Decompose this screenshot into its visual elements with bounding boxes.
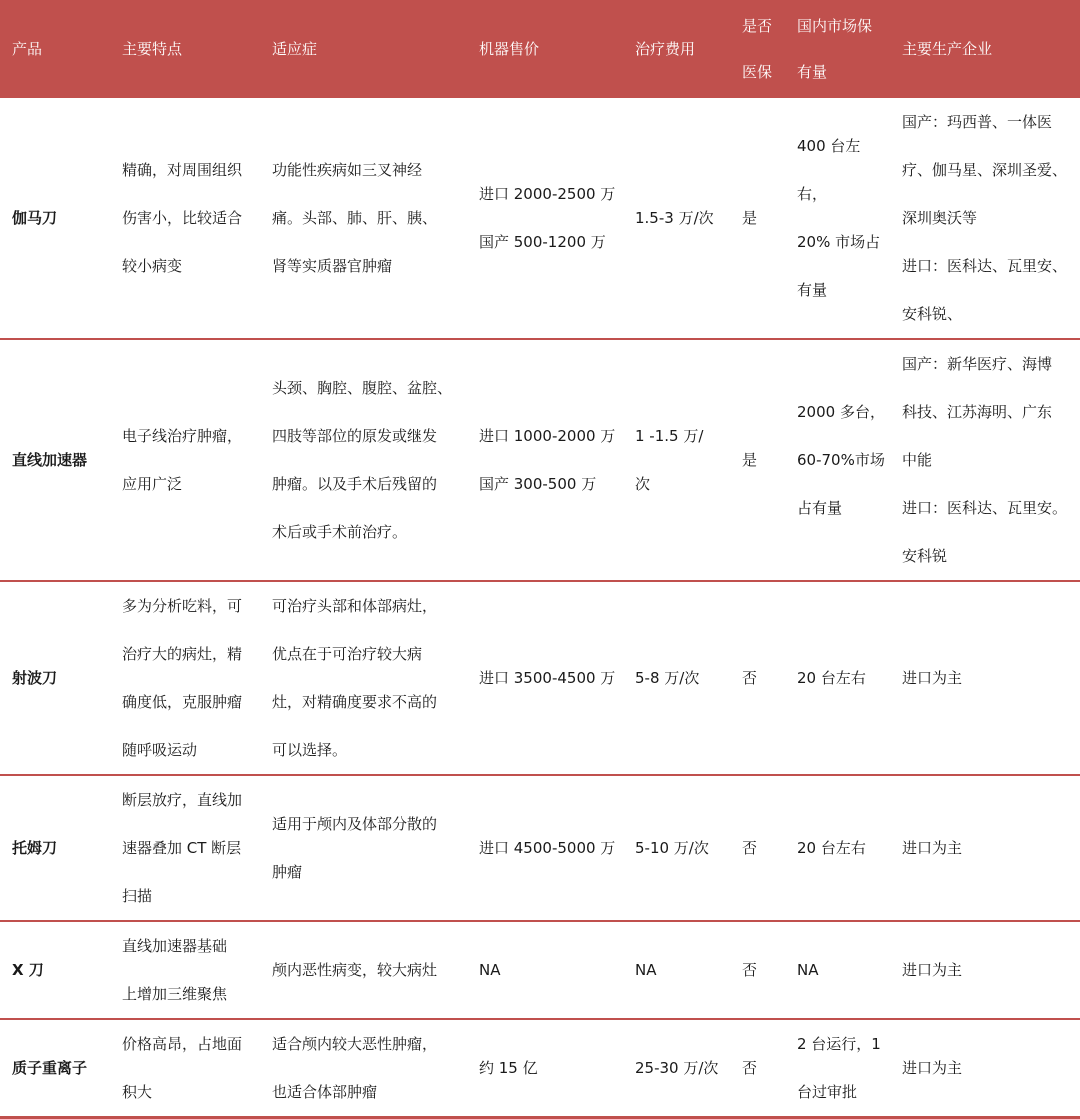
cell-text: 否 <box>742 839 758 857</box>
indications-cell <box>262 1019 469 1118</box>
cell-text-line: 5-10 万/次 <box>635 839 709 857</box>
cell-text-line: 有量 <box>797 281 828 299</box>
cell-text: 托姆刀 <box>12 839 58 857</box>
cell-text-line: 痛。头部、肺、肝、胰、 <box>272 209 438 227</box>
product-cell <box>0 581 112 775</box>
insurance-cell <box>732 581 787 775</box>
features-cell <box>112 98 262 339</box>
cell-text-line: 20% 市场占 <box>797 233 881 251</box>
cell-text-line: 2000 多台， <box>797 403 885 421</box>
cell-text-line: 价格高昂，占地面 <box>122 1035 243 1053</box>
indications-cell <box>262 921 469 1019</box>
cost-cell <box>625 581 732 775</box>
features-cell <box>112 1019 262 1118</box>
cell-text-line: 安科锐、 <box>902 305 963 323</box>
table-row <box>0 1019 1080 1118</box>
cell-text-line: 国产 300-500 万 <box>479 475 597 493</box>
cell-text-line: 中能 <box>902 451 933 469</box>
cell-text-line: 进口：医科达、瓦里安、 <box>902 257 1068 275</box>
cell-text-line: 适合颅内较大恶性肿瘤， <box>272 1035 438 1053</box>
price-cell <box>469 921 625 1019</box>
cell-text-line: 灶，对精确度要求不高的 <box>272 693 438 711</box>
cell-text-line: 肾等实质器官肿瘤 <box>272 257 393 275</box>
header-text: 主要生产企业 <box>902 40 993 58</box>
cell-text-line: 确度低，克服肿瘤 <box>122 693 243 711</box>
price-cell <box>469 581 625 775</box>
cell-text-line: NA <box>479 961 501 979</box>
insurance-cell <box>732 339 787 581</box>
cell-text-line: 进口 1000-2000 万 <box>479 427 616 445</box>
cell-text-line: 可治疗头部和体部病灶， <box>272 597 438 615</box>
cell-text-line: 电子线治疗肿瘤， <box>122 427 243 445</box>
cell-text-line: 5-8 万/次 <box>635 669 700 687</box>
header-text: 产品 <box>12 40 43 58</box>
cell-text-line: 扫描 <box>122 887 153 905</box>
cell-text: 是 <box>742 451 758 469</box>
cell-text-line: 25-30 万/次 <box>635 1059 719 1077</box>
cell-text-line: 较小病变 <box>122 257 183 275</box>
header-text: 是否 <box>742 17 773 35</box>
cell-text-line: 肿瘤 <box>272 863 303 881</box>
cell-text-line: 2 台运行，1 <box>797 1035 881 1053</box>
header-row <box>0 0 1080 98</box>
cell-text-line: NA <box>797 961 819 979</box>
cell-text-line: 头颈、胸腔、腹腔、盆腔、 <box>272 379 453 397</box>
cell-text: 否 <box>742 669 758 687</box>
cell-text-line: 400 台左右， <box>797 137 861 203</box>
cell-text-line: 20 台左右 <box>797 839 866 857</box>
product-cell <box>0 98 112 339</box>
header-text: 国内市场保 <box>797 17 873 35</box>
price-cell <box>469 1019 625 1118</box>
market-cell <box>787 775 892 921</box>
header-indications <box>262 0 469 98</box>
insurance-cell <box>732 921 787 1019</box>
insurance-cell <box>732 1019 787 1118</box>
makers-cell <box>892 98 1080 339</box>
cell-text-line: 深圳奥沃等 <box>902 209 978 227</box>
cell-text-line: 次 <box>635 475 651 493</box>
cell-text: 是 <box>742 209 758 227</box>
cell-text-line: 伤害小，比较适合 <box>122 209 243 227</box>
market-cell <box>787 98 892 339</box>
cell-text-line: 60-70%市场 <box>797 451 885 469</box>
indications-cell <box>262 581 469 775</box>
cell-text-line: 1.5-3 万/次 <box>635 209 714 227</box>
cell-text: 否 <box>742 961 758 979</box>
product-cell <box>0 1019 112 1118</box>
cell-text-line: 颅内恶性病变，较大病灶 <box>272 961 438 979</box>
header-text: 适应症 <box>272 40 318 58</box>
cell-text-line: 进口为主 <box>902 669 963 687</box>
cost-cell <box>625 1019 732 1118</box>
cell-text-line: 进口：医科达、瓦里安。 <box>902 499 1068 517</box>
cell-text-line: 应用广泛 <box>122 475 183 493</box>
cell-text-line: 精确，对周围组织 <box>122 161 243 179</box>
cell-text-line: 疗、伽马星、深圳圣爱、 <box>902 161 1068 179</box>
cell-text-line: 进口 2000-2500 万 <box>479 185 616 203</box>
cell-text-line: NA <box>635 961 657 979</box>
cell-text-line: 上增加三维聚焦 <box>122 985 228 1003</box>
cell-text-line: 直线加速器基础 <box>122 937 228 955</box>
cell-text-line: 安科锐 <box>902 547 948 565</box>
cost-cell <box>625 921 732 1019</box>
table-row <box>0 581 1080 775</box>
cell-text-line: 断层放疗，直线加 <box>122 791 243 809</box>
header-insurance <box>732 0 787 98</box>
cell-text: 射波刀 <box>12 669 58 687</box>
cell-text-line: 进口为主 <box>902 961 963 979</box>
price-cell <box>469 775 625 921</box>
features-cell <box>112 339 262 581</box>
cell-text-line: 1 -1.5 万/ <box>635 427 704 445</box>
header-cost <box>625 0 732 98</box>
product-cell <box>0 339 112 581</box>
cell-text-line: 适用于颅内及体部分散的 <box>272 815 438 833</box>
price-cell <box>469 98 625 339</box>
header-text: 治疗费用 <box>635 40 696 58</box>
indications-cell <box>262 775 469 921</box>
cell-text-line: 台过审批 <box>797 1083 858 1101</box>
cell-text-line: 功能性疾病如三叉神经 <box>272 161 423 179</box>
cell-text: 直线加速器 <box>12 451 88 469</box>
cell-text: 质子重离子 <box>12 1059 88 1077</box>
table-row <box>0 921 1080 1019</box>
cell-text-line: 国产 500-1200 万 <box>479 233 606 251</box>
header-text: 医保 <box>742 63 773 81</box>
product-cell <box>0 921 112 1019</box>
cell-text-line: 术后或手术前治疗。 <box>272 523 408 541</box>
cell-text-line: 20 台左右 <box>797 669 866 687</box>
cell-text: 伽马刀 <box>12 209 58 227</box>
cell-text-line: 四肢等部位的原发或继发 <box>272 427 438 445</box>
insurance-cell <box>732 775 787 921</box>
market-cell <box>787 581 892 775</box>
table-row <box>0 775 1080 921</box>
cell-text-line: 国产：新华医疗、海博 <box>902 355 1053 373</box>
cell-text: X 刀 <box>12 961 44 979</box>
header-product <box>0 0 112 98</box>
header-makers <box>892 0 1080 98</box>
cell-text-line: 科技、江苏海明、广东 <box>902 403 1053 421</box>
cell-text-line: 也适合体部肿瘤 <box>272 1083 378 1101</box>
market-cell <box>787 339 892 581</box>
insurance-cell <box>732 98 787 339</box>
features-cell <box>112 775 262 921</box>
features-cell <box>112 921 262 1019</box>
cost-cell <box>625 98 732 339</box>
cell-text-line: 速器叠加 CT 断层 <box>122 839 242 857</box>
market-cell <box>787 1019 892 1118</box>
cell-text-line: 可以选择。 <box>272 741 348 759</box>
cell-text-line: 占有量 <box>797 499 843 517</box>
cell-text-line: 国产：玛西普、一体医 <box>902 113 1053 131</box>
makers-cell <box>892 581 1080 775</box>
table-row <box>0 339 1080 581</box>
cell-text-line: 优点在于可治疗较大病 <box>272 645 423 663</box>
product-cell <box>0 775 112 921</box>
cell-text-line: 治疗大的病灶，精 <box>122 645 243 663</box>
header-features <box>112 0 262 98</box>
table-row <box>0 98 1080 339</box>
makers-cell <box>892 921 1080 1019</box>
indications-cell <box>262 339 469 581</box>
cost-cell <box>625 339 732 581</box>
cell-text-line: 进口为主 <box>902 839 963 857</box>
makers-cell <box>892 1019 1080 1118</box>
cost-cell <box>625 775 732 921</box>
table-body <box>0 98 1080 1118</box>
makers-cell <box>892 775 1080 921</box>
cell-text-line: 积大 <box>122 1083 153 1101</box>
cell-text-line: 进口为主 <box>902 1059 963 1077</box>
header-text: 有量 <box>797 63 828 81</box>
cell-text-line: 进口 3500-4500 万 <box>479 669 616 687</box>
makers-cell <box>892 339 1080 581</box>
indications-cell <box>262 98 469 339</box>
header-text: 机器售价 <box>479 40 540 58</box>
cell-text: 否 <box>742 1059 758 1077</box>
cell-text-line: 进口 4500-5000 万 <box>479 839 616 857</box>
price-cell <box>469 339 625 581</box>
header-market <box>787 0 892 98</box>
header-text: 主要特点 <box>122 40 183 58</box>
features-cell <box>112 581 262 775</box>
cell-text-line: 肿瘤。以及手术后残留的 <box>272 475 438 493</box>
cell-text-line: 多为分析吃料，可 <box>122 597 243 615</box>
cell-text-line: 随呼吸运动 <box>122 741 198 759</box>
header-price <box>469 0 625 98</box>
market-cell <box>787 921 892 1019</box>
cell-text-line: 约 15 亿 <box>479 1059 538 1077</box>
